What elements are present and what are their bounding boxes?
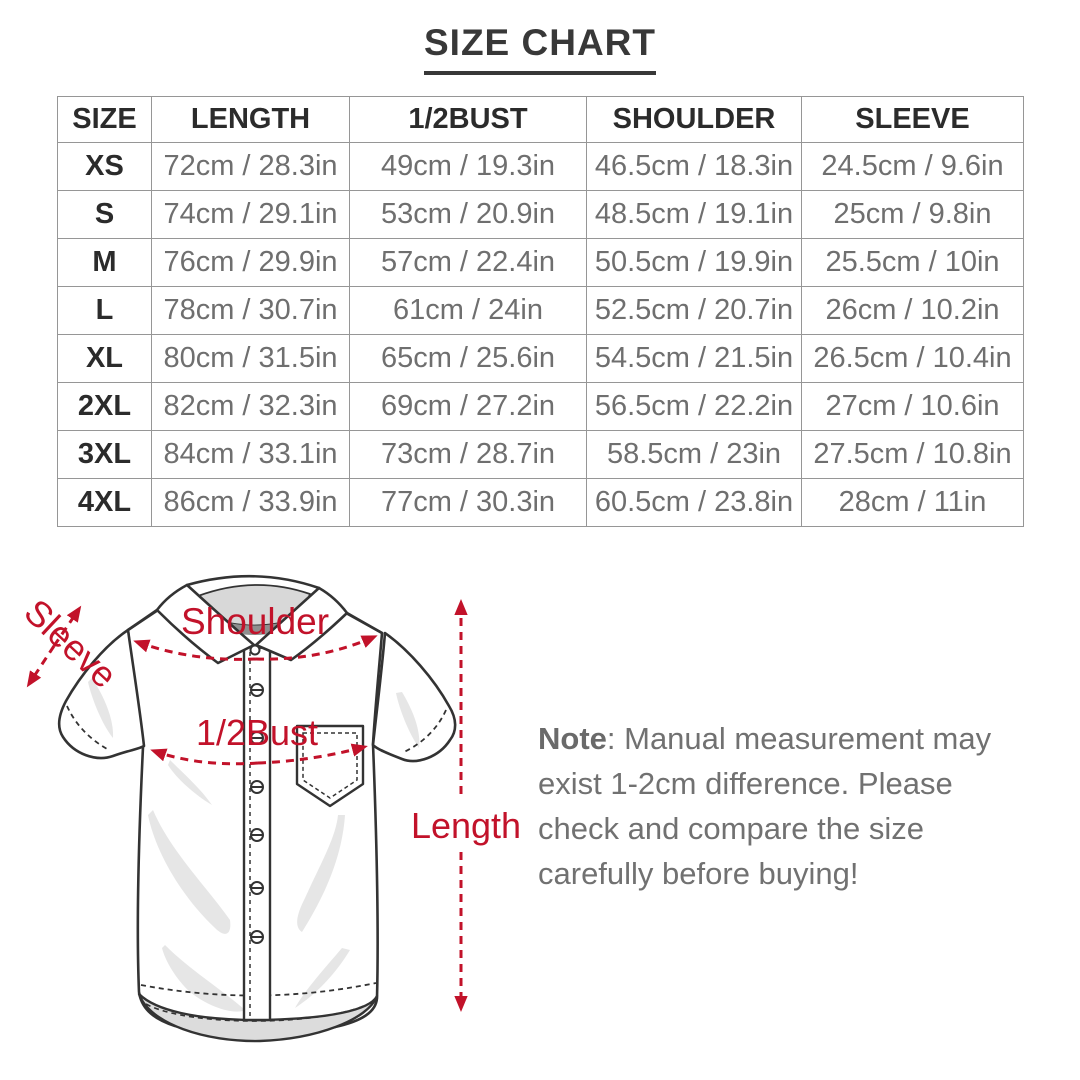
button-placket: [244, 647, 270, 1020]
measurement-cell: 77cm / 30.3in: [350, 479, 587, 527]
measurement-cell: 46.5cm / 18.3in: [587, 143, 802, 191]
size-cell: 4XL: [58, 479, 152, 527]
column-header-sleeve: SLEEVE: [802, 97, 1024, 143]
size-cell: 3XL: [58, 431, 152, 479]
size-cell: M: [58, 239, 152, 287]
note-line: exist 1-2cm difference. Please: [538, 766, 953, 801]
measurement-cell: 72cm / 28.3in: [152, 143, 350, 191]
table-row-3xl: [58, 431, 1024, 479]
note-label: Note: [538, 721, 607, 756]
measurement-cell: 74cm / 29.1in: [152, 191, 350, 239]
measurement-cell: 78cm / 30.7in: [152, 287, 350, 335]
column-header-bust: 1/2BUST: [350, 97, 587, 143]
measurement-cell: 53cm / 20.9in: [350, 191, 587, 239]
measurement-cell: 73cm / 28.7in: [350, 431, 587, 479]
measurement-cell: 69cm / 27.2in: [350, 383, 587, 431]
table-row-m: [58, 239, 1024, 287]
measurement-cell: 24.5cm / 9.6in: [802, 143, 1024, 191]
measurement-cell: 57cm / 22.4in: [350, 239, 587, 287]
size-cell: XS: [58, 143, 152, 191]
size-cell: 2XL: [58, 383, 152, 431]
measurement-cell: 82cm / 32.3in: [152, 383, 350, 431]
measurement-cell: 27cm / 10.6in: [802, 383, 1024, 431]
measurement-cell: 27.5cm / 10.8in: [802, 431, 1024, 479]
page-title: [0, 22, 1080, 75]
table-row-l: [58, 287, 1024, 335]
table-row-xl: [58, 335, 1024, 383]
table-row-s: [58, 191, 1024, 239]
measurement-note: [538, 716, 1020, 896]
measurement-cell: 86cm / 33.9in: [152, 479, 350, 527]
table-row-4xl: [58, 479, 1024, 527]
measurement-cell: 25.5cm / 10in: [802, 239, 1024, 287]
table-row-xs: [58, 143, 1024, 191]
measurement-cell: 54.5cm / 21.5in: [587, 335, 802, 383]
measurement-cell: 48.5cm / 19.1in: [587, 191, 802, 239]
measurement-cell: 50.5cm / 19.9in: [587, 239, 802, 287]
column-header-size: SIZE: [58, 97, 152, 143]
measurement-cell: 60.5cm / 23.8in: [587, 479, 802, 527]
measurement-cell: 65cm / 25.6in: [350, 335, 587, 383]
shoulder-label: Shoulder: [180, 601, 330, 642]
measurement-cell: 26cm / 10.2in: [802, 287, 1024, 335]
length-label: Length: [410, 805, 520, 846]
measurement-cell: 84cm / 33.1in: [152, 431, 350, 479]
note-line: Note: Manual measurement may: [538, 721, 992, 756]
size-cell: XL: [58, 335, 152, 383]
measurement-cell: 56.5cm / 22.2in: [587, 383, 802, 431]
measurement-cell: 80cm / 31.5in: [152, 335, 350, 383]
measurement-cell: 52.5cm / 20.7in: [587, 287, 802, 335]
table-row-2xl: [58, 383, 1024, 431]
column-header-length: LENGTH: [152, 97, 350, 143]
bust-label: 1/2Bust: [195, 712, 319, 753]
sleeve-label: Sleeve: [16, 590, 126, 696]
shirt-diagram: [0, 560, 520, 1080]
measurement-cell: 61cm / 24in: [350, 287, 587, 335]
note-line: carefully before buying!: [538, 856, 859, 891]
size-cell: L: [58, 287, 152, 335]
measurement-cell: 25cm / 9.8in: [802, 191, 1024, 239]
shirt-illustration: [0, 560, 520, 1080]
size-table: [57, 96, 1024, 527]
measurement-cell: 26.5cm / 10.4in: [802, 335, 1024, 383]
note-line: check and compare the size: [538, 811, 924, 846]
page-title-text: SIZE CHART: [424, 22, 656, 75]
measurement-cell: 49cm / 19.3in: [350, 143, 587, 191]
table-header-row: [58, 97, 1024, 143]
column-header-shoulder: SHOULDER: [587, 97, 802, 143]
measurement-cell: 76cm / 29.9in: [152, 239, 350, 287]
size-cell: S: [58, 191, 152, 239]
measurement-cell: 28cm / 11in: [802, 479, 1024, 527]
measurement-cell: 58.5cm / 23in: [587, 431, 802, 479]
